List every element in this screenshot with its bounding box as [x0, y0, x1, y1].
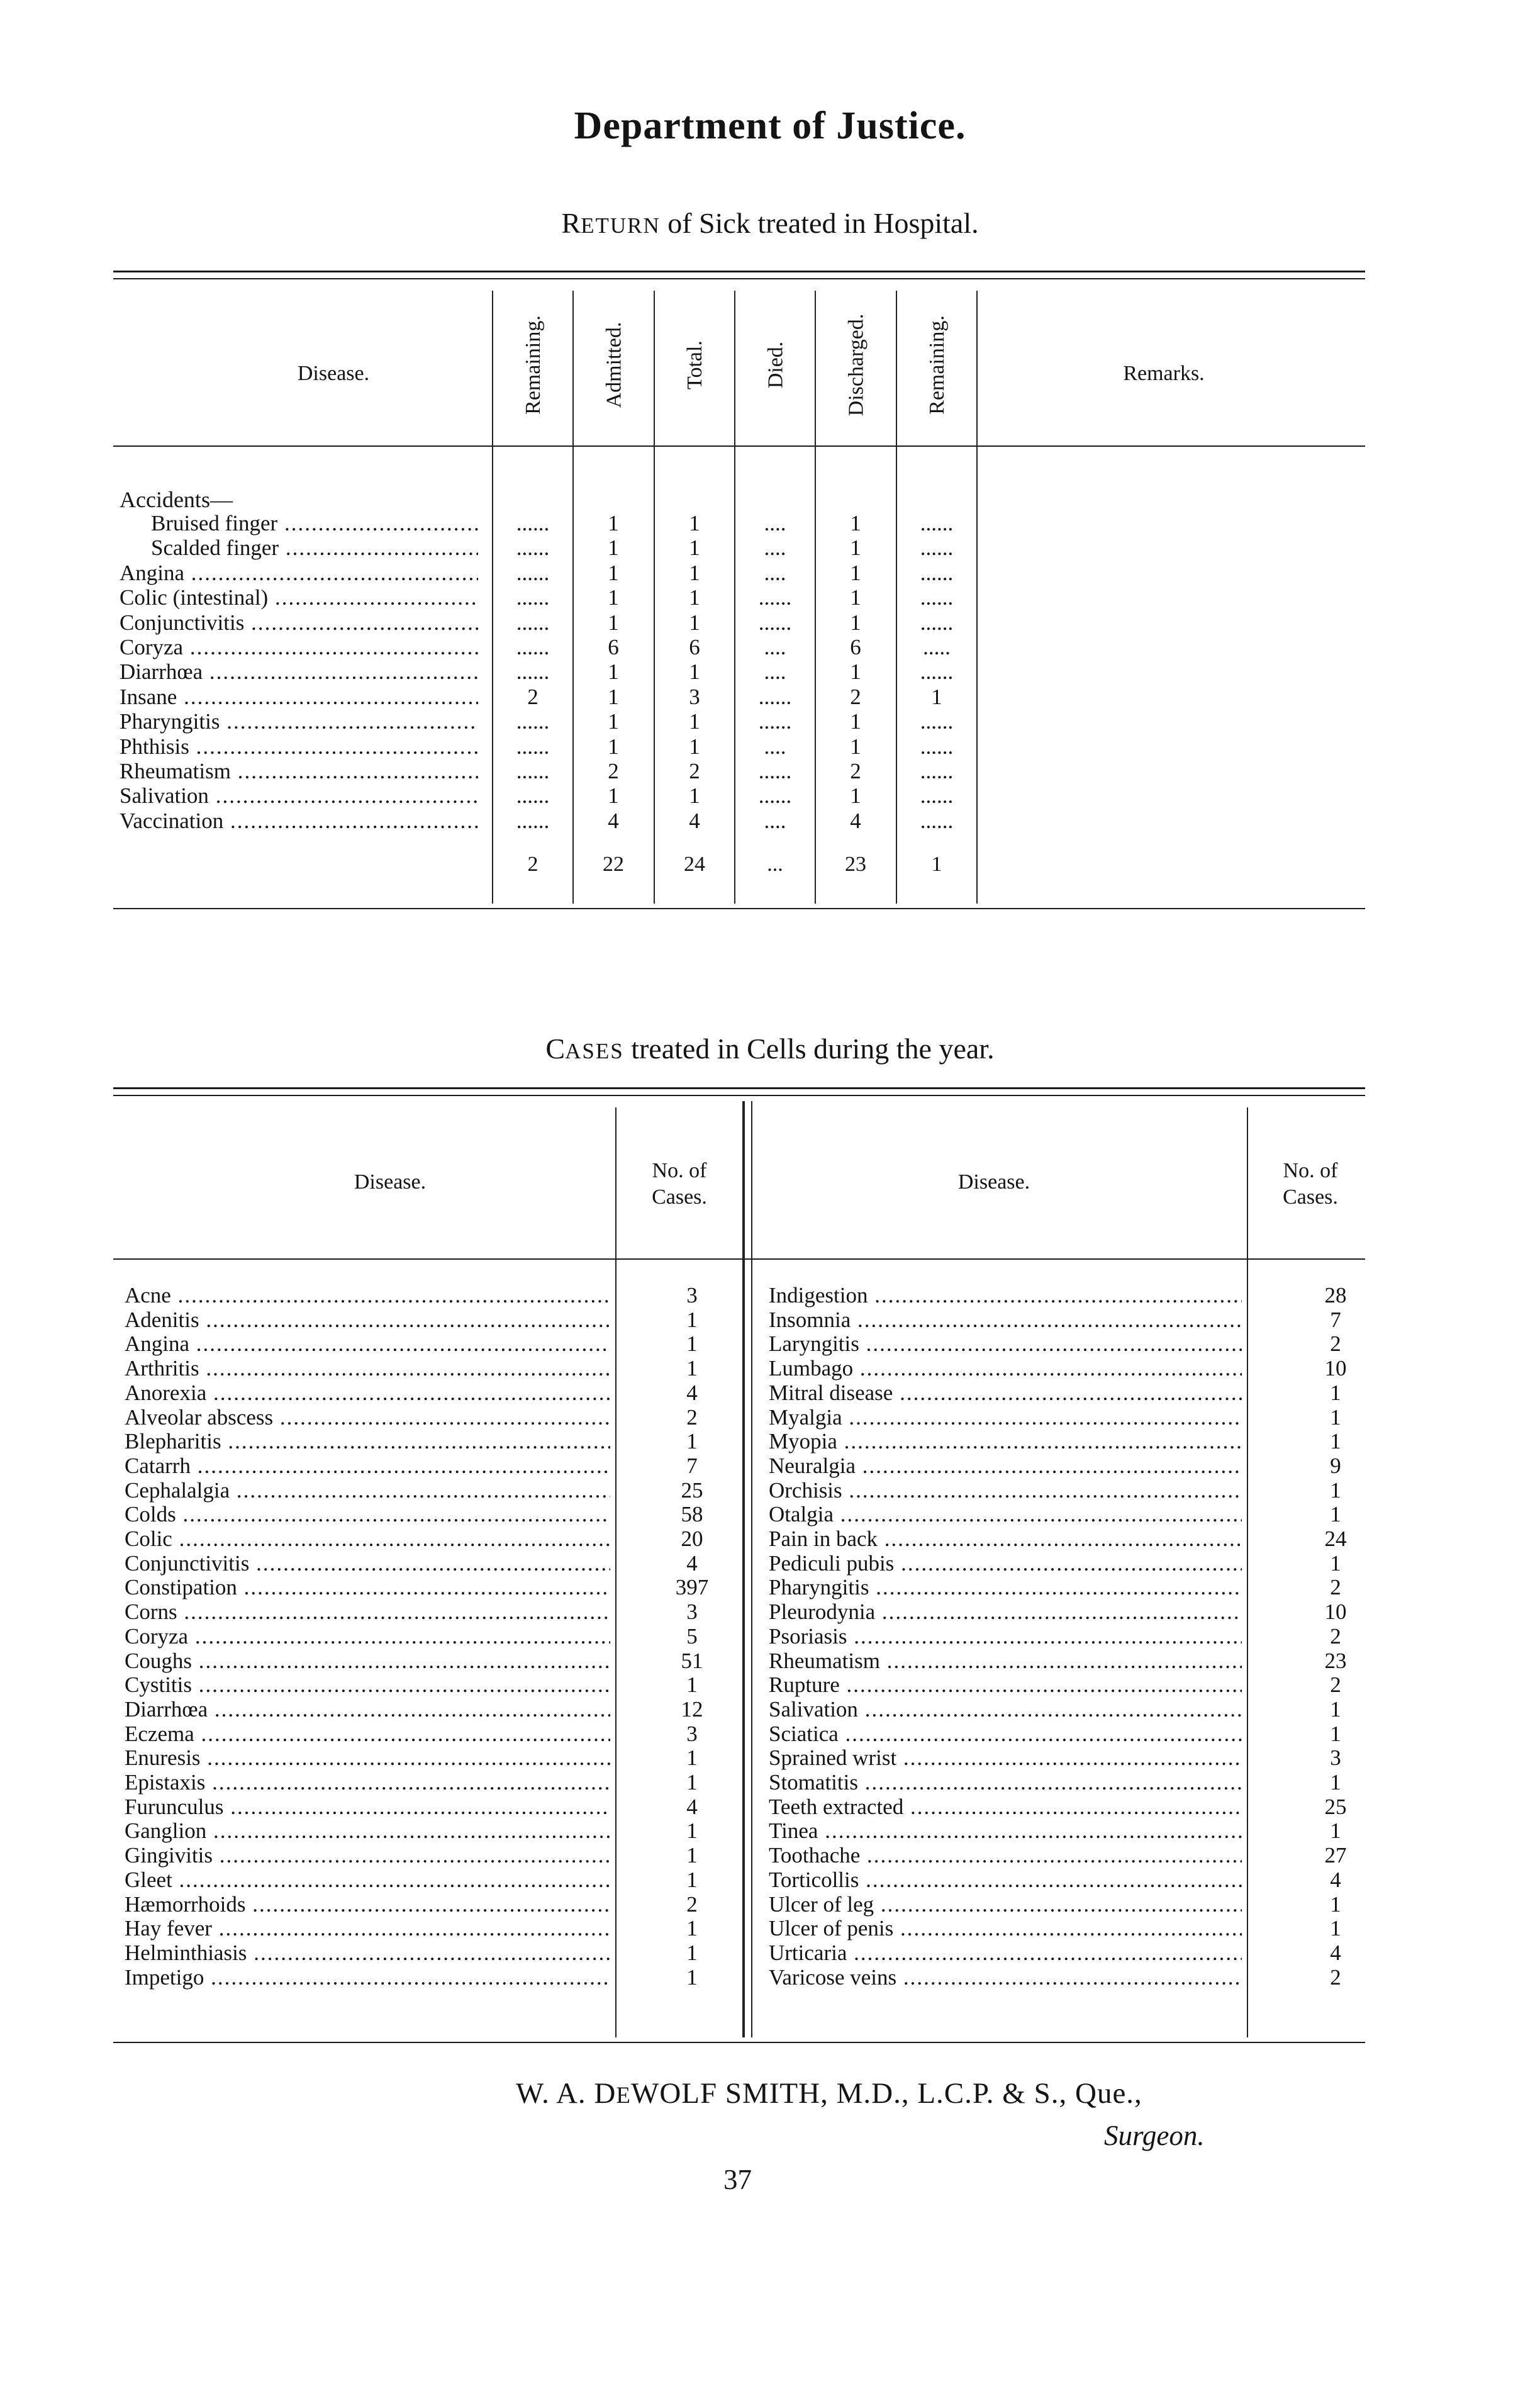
- disease-name: Anorexia .....: [125, 1381, 610, 1405]
- hospital-return-heading: [0, 206, 1540, 240]
- disease-name: Myopia .....: [769, 1430, 1242, 1453]
- cell-total: 1: [689, 734, 700, 759]
- table-row: [0, 1503, 1540, 1527]
- disease-name: Blepharitis .....: [125, 1430, 610, 1453]
- table-row: [0, 1941, 1540, 1966]
- case-count: 7: [1330, 1307, 1341, 1332]
- total-discharged: 23: [845, 853, 866, 876]
- cell-remaining-end: .....: [923, 635, 951, 659]
- case-count: 24: [1324, 1526, 1347, 1551]
- page-title: Department of Justice.: [574, 104, 966, 147]
- cell-remaining-start: ......: [516, 610, 550, 635]
- case-count: 1: [1330, 1916, 1341, 1941]
- cell-died: ....: [764, 511, 786, 535]
- case-count: 4: [686, 1380, 698, 1405]
- total-admitted: 22: [603, 853, 624, 876]
- cell-died: ....: [764, 808, 786, 833]
- cell-remaining-end: ......: [920, 585, 954, 610]
- case-count: 3: [1330, 1745, 1341, 1771]
- table-row: [0, 1844, 1540, 1868]
- table-rule: [113, 278, 1365, 279]
- disease-name: Salivation .....: [769, 1698, 1242, 1722]
- heading-rest: of Sick treated in Hospital.: [660, 207, 979, 239]
- table-row: [0, 1746, 1540, 1771]
- case-count: 1: [1330, 1550, 1341, 1576]
- cell-discharged: 1: [850, 585, 861, 610]
- table-row: [0, 1479, 1540, 1503]
- cases-header-line: Cases.: [1283, 1185, 1338, 1209]
- table-row: [0, 1795, 1540, 1820]
- column-header-admitted: Admitted.: [602, 322, 625, 408]
- table-row: [0, 1917, 1540, 1941]
- cell-remaining-start: ......: [516, 535, 550, 561]
- case-count: 2: [1330, 1575, 1341, 1600]
- disease-name: Torticollis .....: [769, 1868, 1242, 1892]
- case-count: 3: [686, 1721, 698, 1746]
- cell-remaining-end: ......: [920, 511, 954, 535]
- table-row: [0, 709, 1007, 734]
- table-rule: [113, 1087, 1365, 1089]
- cell-admitted: 1: [608, 734, 619, 759]
- table-row: [0, 1673, 1540, 1698]
- cell-died: ......: [758, 610, 792, 635]
- table-row: [0, 610, 1007, 636]
- case-count: 1: [686, 1356, 698, 1381]
- case-count: 1: [1330, 1818, 1341, 1844]
- disease-name: Conjunctivitis .....: [120, 610, 478, 636]
- disease-name: Indigestion .....: [769, 1284, 1242, 1308]
- cell-remaining-start: ......: [516, 783, 550, 809]
- table-row: [0, 1357, 1540, 1381]
- disease-name: Furunculus .....: [125, 1795, 610, 1819]
- table-row: [0, 1332, 1540, 1357]
- disease-name: Adenitis .....: [125, 1308, 610, 1332]
- disease-name: Conjunctivitis .....: [125, 1552, 610, 1576]
- cell-admitted: 6: [608, 635, 619, 659]
- table-row: [0, 635, 1007, 660]
- case-count: 1: [686, 1672, 698, 1698]
- cell-died: ....: [764, 535, 786, 561]
- table-row: [0, 1966, 1540, 1990]
- signature-name-part: W. A. D: [516, 2077, 617, 2110]
- cases-header-line: Cases.: [652, 1185, 707, 1209]
- cell-died: ....: [764, 560, 786, 585]
- disease-name: Gingivitis .....: [125, 1844, 610, 1868]
- disease-name: Toothache .....: [769, 1844, 1242, 1868]
- cell-total: 1: [689, 783, 700, 809]
- disease-name: Ganglion .....: [125, 1819, 610, 1843]
- table-row: [0, 1722, 1540, 1747]
- cell-remaining-end: ......: [920, 783, 954, 809]
- cell-remaining-end: ......: [920, 709, 954, 734]
- cell-admitted: 1: [608, 709, 619, 734]
- table-row: [0, 1819, 1540, 1844]
- disease-name: Rheumatism .....: [120, 759, 478, 784]
- cell-remaining-end: 1: [931, 684, 942, 709]
- table-row: [0, 1771, 1540, 1795]
- cell-remaining-start: ......: [516, 659, 550, 685]
- cell-died: ......: [758, 684, 792, 709]
- heading-rest: treated in Cells during the year.: [623, 1033, 995, 1065]
- cell-total: 3: [689, 684, 700, 709]
- disease-name: Pleurodynia .....: [769, 1600, 1242, 1624]
- case-count: 4: [686, 1794, 698, 1819]
- table-row: [0, 1552, 1540, 1576]
- disease-name: Catarrh .....: [125, 1454, 610, 1478]
- cell-remaining-start: ......: [516, 759, 550, 783]
- accidents-group-label: Accidents—: [120, 487, 233, 512]
- heading-smallcaps: ASES: [565, 1039, 624, 1063]
- cell-died: ......: [758, 709, 792, 734]
- disease-name: Pain in back .....: [769, 1527, 1242, 1551]
- disease-name: Orchisis .....: [769, 1479, 1242, 1503]
- disease-name: Phthisis .....: [120, 734, 478, 759]
- disease-name: Otalgia .....: [769, 1503, 1242, 1526]
- cell-remaining-start: 2: [527, 684, 538, 709]
- signature-line: [516, 2076, 1142, 2110]
- case-count: 3: [686, 1599, 698, 1625]
- case-count: 12: [681, 1696, 703, 1722]
- case-count: 2: [1330, 1623, 1341, 1649]
- disease-name: Impetigo .....: [125, 1966, 610, 1990]
- case-count: 1: [1330, 1477, 1341, 1503]
- cell-total: 1: [689, 511, 700, 535]
- disease-name: Ulcer of penis .....: [769, 1917, 1242, 1941]
- case-count: 397: [675, 1575, 709, 1600]
- cell-died: ......: [758, 585, 792, 610]
- table-rule: [113, 2042, 1365, 2043]
- cell-remaining-end: ......: [920, 535, 954, 561]
- cell-remaining-end: ......: [920, 610, 954, 635]
- cell-remaining-end: ......: [920, 659, 954, 685]
- disease-name: Urticaria .....: [769, 1941, 1242, 1965]
- disease-name: Varicose veins .....: [769, 1966, 1242, 1990]
- case-count: 10: [1324, 1356, 1347, 1381]
- disease-name: Vaccination .....: [120, 809, 478, 834]
- case-count: 1: [686, 1867, 698, 1892]
- disease-name: Psoriasis .....: [769, 1625, 1242, 1649]
- case-count: 7: [686, 1453, 698, 1478]
- disease-name: Pediculi pubis .....: [769, 1552, 1242, 1576]
- table-row: [0, 659, 1007, 685]
- disease-name: Angina .....: [125, 1332, 610, 1356]
- cell-remaining-start: ......: [516, 808, 550, 833]
- disease-name: Epistaxis .....: [125, 1771, 610, 1795]
- disease-name: Coughs .....: [125, 1649, 610, 1673]
- cell-remaining-start: ......: [516, 734, 550, 759]
- disease-name: Diarrhœa .....: [125, 1698, 610, 1722]
- disease-name: Teeth extracted .....: [769, 1795, 1242, 1819]
- cell-discharged: 2: [850, 684, 861, 709]
- disease-name: Neuralgia .....: [769, 1454, 1242, 1478]
- table-rule: [113, 271, 1365, 272]
- cell-total: 2: [689, 759, 700, 783]
- table-row: [0, 1527, 1540, 1552]
- case-count: 10: [1324, 1599, 1347, 1625]
- case-count: 23: [1324, 1648, 1347, 1673]
- disease-name: Coryza .....: [120, 635, 478, 660]
- disease-name: Acne .....: [125, 1284, 610, 1308]
- case-count: 25: [1324, 1794, 1347, 1819]
- disease-name: Cystitis .....: [125, 1673, 610, 1697]
- cell-remaining-end: ......: [920, 560, 954, 585]
- disease-name: Eczema .....: [125, 1722, 610, 1746]
- cell-admitted: 1: [608, 610, 619, 635]
- cell-discharged: 1: [850, 535, 861, 561]
- table-row: [0, 759, 1007, 784]
- disease-name: Stomatitis .....: [769, 1771, 1242, 1795]
- table-row: [0, 511, 1007, 536]
- cell-remaining-start: ......: [516, 560, 550, 585]
- disease-name: Angina .....: [120, 561, 478, 586]
- cell-remaining-start: ......: [516, 511, 550, 535]
- cell-total: 1: [689, 659, 700, 685]
- table-row: [0, 1893, 1540, 1917]
- heading-initial: R: [561, 207, 581, 239]
- left-disease-header: Disease.: [354, 1170, 427, 1194]
- cell-remaining-start: ......: [516, 635, 550, 659]
- cell-discharged: 2: [850, 759, 861, 783]
- table-rule: [113, 445, 1365, 447]
- table-row: [0, 685, 1007, 710]
- disease-name: Colic (intestinal) .....: [120, 585, 478, 610]
- disease-name: Rheumatism .....: [769, 1649, 1242, 1673]
- case-count: 1: [1330, 1891, 1341, 1917]
- cell-died: ......: [758, 759, 792, 783]
- cell-total: 1: [689, 610, 700, 635]
- disease-name: Ulcer of leg .....: [769, 1893, 1242, 1917]
- table-rule: [113, 908, 1365, 909]
- disease-name: Insane .....: [120, 685, 478, 710]
- table-row: [0, 1430, 1540, 1454]
- case-count: 4: [686, 1550, 698, 1576]
- disease-name: Mitral disease .....: [769, 1381, 1242, 1405]
- cell-remaining-end: ......: [920, 734, 954, 759]
- signature-title: Surgeon.: [1104, 2120, 1205, 2151]
- disease-name: Myalgia .....: [769, 1406, 1242, 1430]
- cell-total: 6: [689, 635, 700, 659]
- disease-name: Lumbago .....: [769, 1357, 1242, 1381]
- disease-name: Coryza .....: [125, 1625, 610, 1649]
- cell-remaining-start: ......: [516, 585, 550, 610]
- case-count: 1: [1330, 1770, 1341, 1795]
- cell-remaining-end: ......: [920, 759, 954, 783]
- cell-admitted: 4: [608, 808, 619, 833]
- cell-total: 1: [689, 535, 700, 561]
- disease-name: Bruised finger .....: [151, 511, 478, 536]
- cell-discharged: 6: [850, 635, 861, 659]
- case-count: 1: [686, 1916, 698, 1941]
- cases-header-line: No. of: [652, 1159, 707, 1182]
- case-count: 4: [1330, 1867, 1341, 1892]
- cell-discharged: 1: [850, 734, 861, 759]
- cell-died: ....: [764, 734, 786, 759]
- heading-smallcaps: ETURN: [581, 213, 661, 238]
- disease-column-header: Disease.: [297, 362, 370, 385]
- disease-name: Laryngitis .....: [769, 1332, 1242, 1356]
- disease-name: Rupture .....: [769, 1673, 1242, 1697]
- column-header-discharged: Discharged.: [844, 313, 868, 417]
- cell-total: 1: [689, 709, 700, 734]
- total-died: ...: [767, 853, 783, 876]
- disease-name: Colic .....: [125, 1527, 610, 1551]
- case-count: 2: [686, 1891, 698, 1917]
- cell-total: 4: [689, 808, 700, 833]
- cell-remaining-start: ......: [516, 709, 550, 734]
- case-count: 58: [681, 1502, 703, 1527]
- case-count: 1: [686, 1429, 698, 1454]
- case-count: 1: [686, 1745, 698, 1771]
- signature-name-smallcaps: E: [616, 2083, 631, 2109]
- table-row: [0, 1868, 1540, 1893]
- disease-name: Salivation .....: [120, 783, 478, 809]
- table-row: [0, 1698, 1540, 1722]
- column-header-remaining-start: Remaining.: [522, 315, 545, 415]
- case-count: 2: [1330, 1964, 1341, 1990]
- table-row: [0, 1454, 1540, 1479]
- case-count: 51: [681, 1648, 703, 1673]
- table-row: [0, 585, 1007, 610]
- cell-admitted: 1: [608, 511, 619, 535]
- cell-admitted: 1: [608, 535, 619, 561]
- table-row: [0, 561, 1007, 586]
- cell-admitted: 1: [608, 783, 619, 809]
- table-row: [0, 1600, 1540, 1625]
- heading-initial: C: [545, 1033, 566, 1065]
- disease-name: Corns .....: [125, 1600, 610, 1624]
- table-row: [0, 809, 1007, 834]
- column-header-died: Died.: [764, 341, 787, 389]
- disease-name: Colds .....: [125, 1503, 610, 1526]
- case-count: 20: [681, 1526, 703, 1551]
- case-count: 2: [686, 1404, 698, 1430]
- case-count: 1: [686, 1331, 698, 1357]
- cell-admitted: 1: [608, 560, 619, 585]
- cases-header-line: No. of: [1283, 1159, 1338, 1182]
- cell-died: ......: [758, 783, 792, 809]
- table-row: [0, 1649, 1540, 1674]
- disease-name: Alveolar abscess .....: [125, 1406, 610, 1430]
- table-row: [0, 1625, 1540, 1649]
- right-disease-header: Disease.: [957, 1170, 1030, 1194]
- disease-name: Cephalalgia .....: [125, 1479, 610, 1503]
- cell-died: ....: [764, 659, 786, 685]
- disease-name: Pharyngitis .....: [769, 1576, 1242, 1599]
- case-count: 1: [1330, 1429, 1341, 1454]
- cell-discharged: 1: [850, 709, 861, 734]
- disease-name: Helminthiasis .....: [125, 1941, 610, 1965]
- case-count: 1: [686, 1818, 698, 1844]
- case-count: 1: [1330, 1696, 1341, 1722]
- case-count: 3: [686, 1283, 698, 1308]
- table-row: [0, 1284, 1540, 1308]
- case-count: 28: [1324, 1283, 1347, 1308]
- remarks-column-header: Remarks.: [1123, 362, 1205, 385]
- cell-discharged: 1: [850, 560, 861, 585]
- disease-name: Tinea .....: [769, 1819, 1242, 1843]
- cell-admitted: 1: [608, 659, 619, 685]
- disease-name: Sciatica .....: [769, 1722, 1242, 1746]
- left-cases-header: [629, 1158, 730, 1211]
- case-count: 1: [1330, 1380, 1341, 1405]
- case-count: 1: [686, 1307, 698, 1332]
- disease-name: Sprained wrist .....: [769, 1746, 1242, 1770]
- case-count: 1: [686, 1843, 698, 1868]
- cell-admitted: 1: [608, 684, 619, 709]
- cell-admitted: 2: [608, 759, 619, 783]
- case-count: 25: [681, 1477, 703, 1503]
- disease-name: Constipation .....: [125, 1576, 610, 1599]
- table-row: [0, 1308, 1540, 1333]
- table-row: [0, 783, 1007, 809]
- case-count: 1: [686, 1770, 698, 1795]
- case-count: 2: [1330, 1331, 1341, 1357]
- table-row: [0, 535, 1007, 561]
- case-count: 1: [1330, 1404, 1341, 1430]
- cell-died: ....: [764, 635, 786, 659]
- table-rule: [113, 1095, 1365, 1096]
- case-count: 9: [1330, 1453, 1341, 1478]
- total-total: 24: [684, 853, 705, 876]
- table-row: [0, 1406, 1540, 1430]
- case-count: 5: [686, 1623, 698, 1649]
- case-count: 1: [1330, 1502, 1341, 1527]
- cell-total: 1: [689, 560, 700, 585]
- cell-discharged: 4: [850, 808, 861, 833]
- total-remaining-end: 1: [931, 853, 942, 876]
- page-number: 37: [723, 2164, 752, 2195]
- cells-heading: [0, 1032, 1540, 1065]
- cell-discharged: 1: [850, 783, 861, 809]
- disease-name: Scalded finger .....: [151, 535, 478, 561]
- disease-name: Enuresis .....: [125, 1746, 610, 1770]
- case-count: 1: [1330, 1721, 1341, 1746]
- case-count: 27: [1324, 1843, 1347, 1868]
- disease-name: Insomnia .....: [769, 1308, 1242, 1332]
- cell-admitted: 1: [608, 585, 619, 610]
- case-count: 4: [1330, 1940, 1341, 1965]
- table-rule: [113, 1258, 1365, 1260]
- disease-name: Diarrhœa .....: [120, 659, 478, 685]
- signature-name-part: WOLF SMITH, M.D., L.C.P. & S., Que.,: [630, 2077, 1142, 2110]
- table-row: [0, 1576, 1540, 1600]
- case-count: 2: [1330, 1672, 1341, 1698]
- cell-remaining-end: ......: [920, 808, 954, 833]
- right-cases-header: [1260, 1158, 1361, 1211]
- cell-discharged: 1: [850, 610, 861, 635]
- disease-name: Hay fever .....: [125, 1917, 610, 1941]
- disease-name: Arthritis .....: [125, 1357, 610, 1381]
- table-row: [0, 734, 1007, 759]
- case-count: 1: [686, 1940, 698, 1965]
- table-row: [0, 1381, 1540, 1406]
- disease-name: Hæmorrhoids .....: [125, 1893, 610, 1917]
- cell-total: 1: [689, 585, 700, 610]
- disease-name: Gleet .....: [125, 1868, 610, 1892]
- column-header-remaining-end: Remaining.: [925, 315, 949, 415]
- total-remaining-start: 2: [527, 853, 538, 876]
- cell-discharged: 1: [850, 511, 861, 535]
- case-count: 1: [686, 1964, 698, 1990]
- disease-name: Pharyngitis .....: [120, 709, 478, 734]
- column-header-total: Total.: [683, 340, 706, 389]
- cell-discharged: 1: [850, 659, 861, 685]
